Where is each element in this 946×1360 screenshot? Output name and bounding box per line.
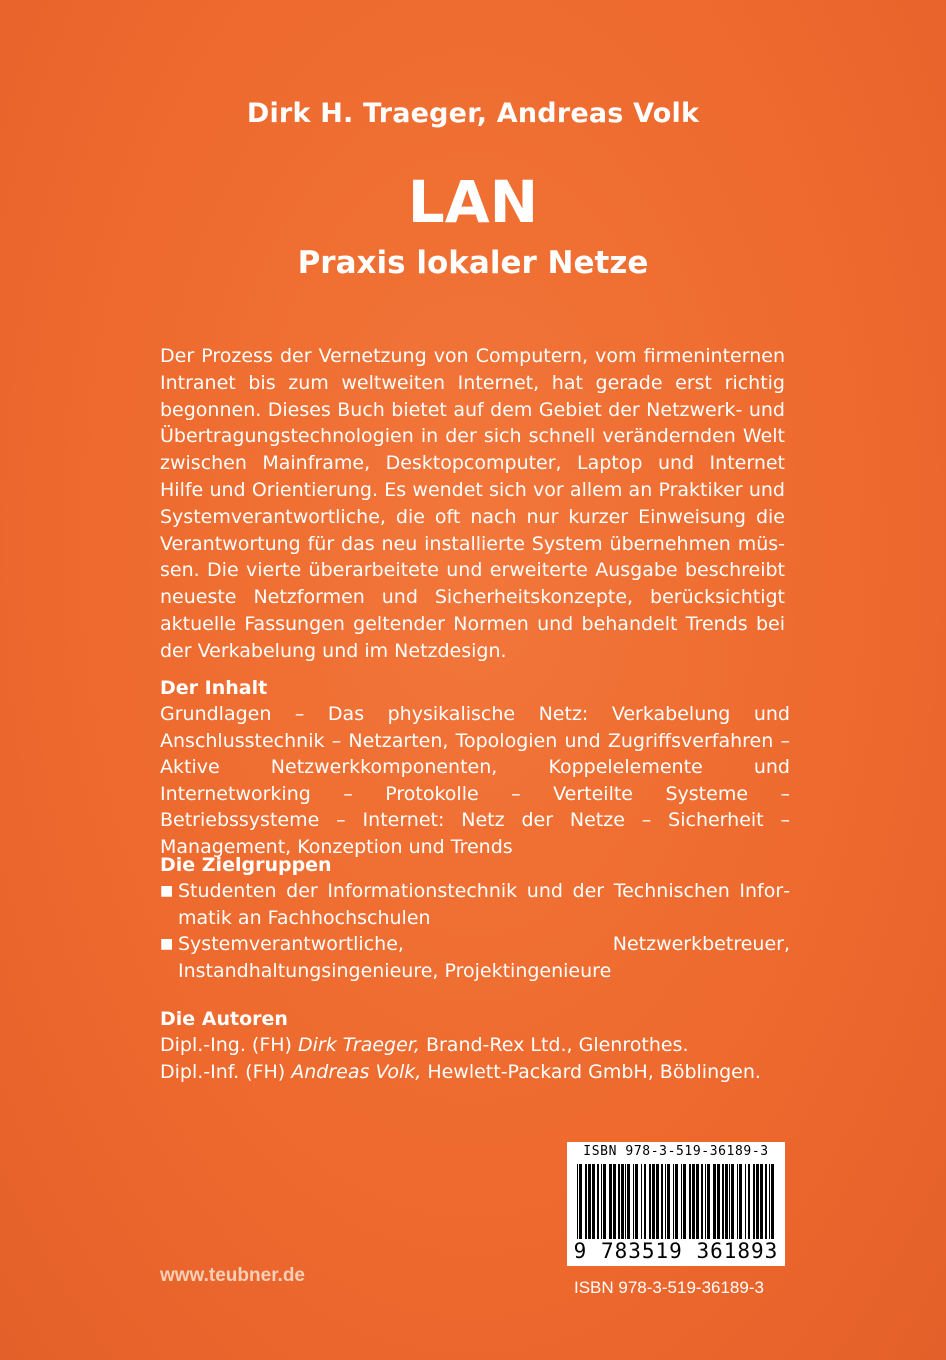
square-bullet-icon: ■ [160, 883, 174, 899]
list-item [160, 931, 790, 984]
barcode-bar [627, 1164, 630, 1242]
barcode-bar [661, 1164, 663, 1242]
barcode-isbn-label: ISBN 978-3-519-36189-3 [583, 1144, 769, 1159]
barcode-bar [597, 1164, 599, 1242]
barcode-bar [665, 1164, 666, 1242]
barcode-bar [635, 1164, 638, 1242]
inhalt-section [160, 675, 790, 860]
barcode-bar [729, 1164, 730, 1242]
book-authors: Dirk H. Traeger, Andreas Volk [246, 98, 700, 129]
author-degree: Dipl.-Ing. (FH) [160, 1034, 299, 1056]
barcode-bar [756, 1164, 759, 1242]
barcode-bar [644, 1164, 646, 1242]
barcode-bar [609, 1164, 612, 1242]
barcode-bar [577, 1164, 578, 1242]
barcode-bar [621, 1164, 624, 1242]
barcode-bar [692, 1164, 695, 1242]
zielgruppen-section [160, 852, 790, 984]
barcode-bar [675, 1164, 678, 1242]
publisher-website: www.teubner.de [160, 1265, 305, 1286]
inhalt-heading: Der Inhalt [160, 677, 268, 699]
barcode-bar [681, 1164, 682, 1242]
barcode-bar [579, 1164, 582, 1242]
barcode-bar [765, 1164, 767, 1242]
barcode-bar [753, 1164, 755, 1242]
author-affiliation: Hewlett-Packard GmbH, Böblingen. [421, 1060, 761, 1083]
barcode-bar [649, 1164, 651, 1242]
barcode-bar [667, 1164, 670, 1242]
barcode-bar [592, 1164, 595, 1242]
barcode-bar [737, 1164, 738, 1242]
author-degree: Dipl.-Inf. (FH) [160, 1060, 292, 1083]
zielgruppe-text: Studenten der Informationstechnik und der Technischen Informatik an Fachhochschulen [178, 880, 790, 929]
barcode-bar [618, 1164, 620, 1242]
zielgruppen-heading: Die Zielgruppen [160, 854, 332, 876]
zielgruppe-text: Systemverantwortliche, Netzwerkbetreuer, Instandhaltungsingenieure, Projektingenieure [178, 933, 790, 982]
barcode-bar [760, 1164, 763, 1242]
book-title: LAN [407, 168, 539, 236]
barcode-bar [717, 1164, 720, 1242]
author-name: Andreas Volk, [291, 1060, 422, 1083]
barcode-bar [601, 1164, 602, 1242]
autoren-heading: Die Autoren [160, 1008, 288, 1030]
book-subtitle: Praxis lokaler Netze [297, 245, 649, 281]
barcode-bar [771, 1164, 774, 1242]
list-item [160, 878, 790, 931]
barcode-bar [769, 1164, 770, 1242]
barcode-bar [739, 1164, 742, 1242]
barcode-bar [585, 1164, 587, 1242]
square-bullet-icon: ■ [160, 936, 174, 952]
barcode-bar [722, 1164, 724, 1242]
barcode-bar [603, 1164, 606, 1242]
barcode [567, 1142, 785, 1266]
barcode-bar [713, 1164, 716, 1242]
author-line [160, 1032, 790, 1059]
barcode-bar [683, 1164, 686, 1242]
barcode-bar [696, 1164, 699, 1242]
author-line [160, 1059, 790, 1086]
author-affiliation: Brand-Rex Ltd., Glenrothes. [419, 1034, 689, 1056]
author-name: Dirk Traeger, [298, 1034, 420, 1056]
barcode-bar [613, 1164, 616, 1242]
barcode-bar [625, 1164, 626, 1242]
barcode-bar [689, 1164, 691, 1242]
barcode-digits: 9 783519 361893 [567, 1239, 785, 1263]
barcode-bar [656, 1164, 659, 1242]
barcode-bar [633, 1164, 634, 1242]
barcode-bar [707, 1164, 710, 1242]
barcode-bar [652, 1164, 655, 1242]
barcode-bar [745, 1164, 746, 1242]
barcode-bar [705, 1164, 706, 1242]
barcode-bar [641, 1164, 642, 1242]
autoren-section [160, 1006, 790, 1085]
barcode-bar [673, 1164, 674, 1242]
barcode-bar [748, 1164, 750, 1242]
barcode-bars [575, 1164, 777, 1242]
book-blurb: Der Prozess der Vernetzung von Computern, vom firmeninternen Intranet bis zum weltweiten Internet, hat gerade erst richtig begonnen. Dieses Buch bietet auf dem Gebiet der Netzwerk- und Übertragungstechnologien in der sich schnell verändernden Welt zwischen Mainframe, Desktopcomputer, Laptop und Internet Hilfe und Orientierung. Es wendet sich vor allem an Praktiker und Systemverantwortliche, die oft nach nur kurzer Einweisung die Verantwortung für das neu installierte System übernehmen müssen. Die vierte überarbeitete und erweiterte Ausgabe beschreibt neueste Netzformen und Sicherheitskonzepte, berücksichtigt aktuelle Fassungen geltender Normen und behandelt Trends bei der Verkabelung und im Netzdesign. [160, 345, 785, 662]
inhalt-text: Grundlagen – Das physikalische Netz: Verkabelung und Anschlusstechnik – Netzarten, Topologien und Zugriffsverfahren – Aktive Netzwerkkomponenten, Koppelelemente und Internetworking – Protokolle – Verteilte Systeme – Betriebssysteme – Internet: Netz der Netze – Sicherheit – Management, Konzeption und Trends [160, 703, 790, 858]
barcode-bar [725, 1164, 728, 1242]
barcode-bar [731, 1164, 734, 1242]
barcode-bar [588, 1164, 591, 1242]
barcode-bar [701, 1164, 703, 1242]
isbn-text: ISBN 978-3-519-36189-3 [574, 1278, 764, 1297]
